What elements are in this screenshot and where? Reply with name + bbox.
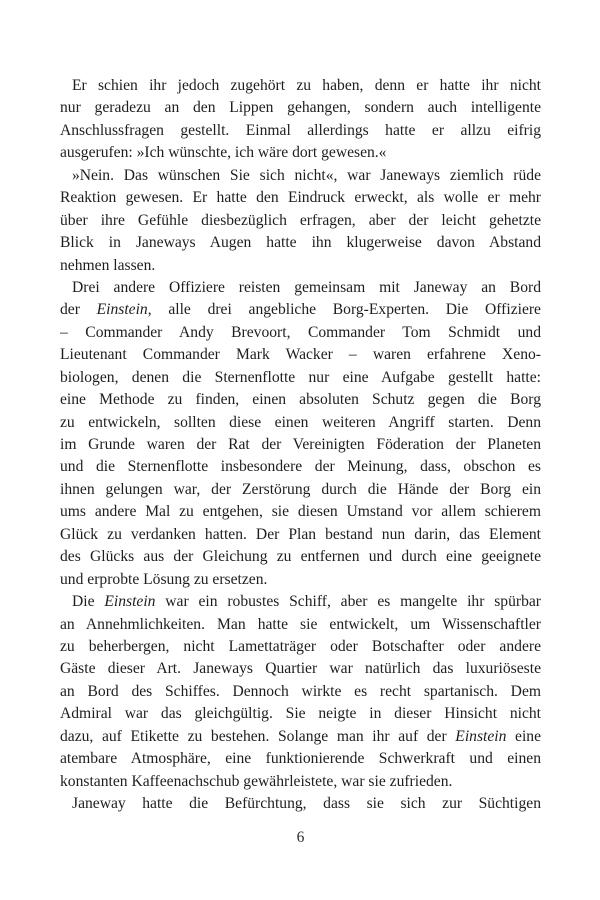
text-line: Reaktion gewesen. Er hatte den Eindruck erweckt, als wolle er mehr <box>60 189 541 207</box>
text-line: Gäste dieser Art. Janeways Quartier war natürlich das luxuriöseste <box>60 660 541 678</box>
text-line: Drei andere Offiziere reisten gemeinsam mit Janeway an Bord <box>72 278 541 296</box>
text-line: zu entwickeln, sollten diese einen weiteren Angriff starten. Denn <box>60 413 541 431</box>
text-line: Lieutenant Commander Mark Wacker – waren erfahrene Xeno- <box>60 346 541 364</box>
text-line: nehmen lassen. <box>60 256 156 274</box>
text-line: im Grunde waren der Rat der Vereinigten Föderation der Planeten <box>60 436 541 453</box>
text-line: – Commander Andy Brevoort, Commander Tom Schmidt und <box>60 323 541 341</box>
text-line: Janeway hatte die Befürchtung, dass sie sich zur Süchtigen <box>72 795 541 812</box>
text-line: nur geradezu an den Lippen gehangen, sondern auch intelligente <box>60 99 541 117</box>
text-line: Anschlussfragen gestellt. Einmal allerdings hatte er allzu eifrig <box>60 121 541 139</box>
text-line: Admiral war das gleichgültig. Sie neigte in dieser Hinsicht nicht <box>60 705 541 723</box>
text-line: an Bord des Schiffes. Dennoch wirkte es recht spartanisch. Dem <box>60 682 541 700</box>
page-number: 6 <box>296 829 305 846</box>
text-block <box>60 75 541 815</box>
text-line: Glück zu verdanken hatten. Der Plan bestand nun darin, das Element <box>60 525 541 543</box>
text-line: konstanten Kaffeenachschub gewährleistete, war sie zufrieden. <box>60 772 453 790</box>
text-line: »Nein. Das wünschen Sie sich nicht«, war Janeways ziemlich rüde <box>72 166 541 184</box>
text-line: ausgerufen: »Ich wünschte, ich wäre dort gewesen.« <box>60 144 387 162</box>
text-line: Er schien ihr jedoch zugehört zu haben, denn er hatte ihr nicht <box>72 77 541 94</box>
text-line: biologen, denen die Sternenflotte nur eine Aufgabe gestellt hatte: <box>60 368 541 386</box>
text-line: des Glücks aus der Gleichung zu entfernen und durch eine geeignete <box>60 548 541 566</box>
text-line: Die Einstein war ein robustes Schiff, aber es mangelte ihr spürbar <box>72 593 541 611</box>
text-line: und erprobte Lösung zu ersetzen. <box>60 570 268 588</box>
text-line: zu beherbergen, nicht Lamettaträger oder Botschafter oder andere <box>60 637 541 655</box>
text-line: ihnen gelungen war, der Zerstörung durch die Hände der Borg ein <box>60 480 541 498</box>
text-line: dazu, auf Etikette zu bestehen. Solange man ihr auf der Einstein eine <box>60 727 541 745</box>
text-line: der Einstein, alle drei angebliche Borg-Experten. Die Offiziere <box>60 301 541 319</box>
text-line: und die Sternenflotte insbesondere der Meinung, dass, obschon es <box>60 458 541 476</box>
text-line: Blick in Janeways Augen hatte ihn klugerweise davon Abstand <box>60 234 541 252</box>
text-line: atembare Atmosphäre, eine funktionierende Schwerkraft und einen <box>60 750 541 768</box>
text-line: über ihre Gefühle diesbezüglich erfragen, aber der leicht gehetzte <box>60 211 541 229</box>
text-line: eine Methode zu finden, einen absoluten Schutz gegen die Borg <box>60 391 541 409</box>
text-line: an Annehmlichkeiten. Man hatte sie entwickelt, um Wissenschaftler <box>60 615 541 633</box>
text-line: ums andere Mal zu entgehen, sie diesen Umstand vor allem schierem <box>60 503 541 521</box>
